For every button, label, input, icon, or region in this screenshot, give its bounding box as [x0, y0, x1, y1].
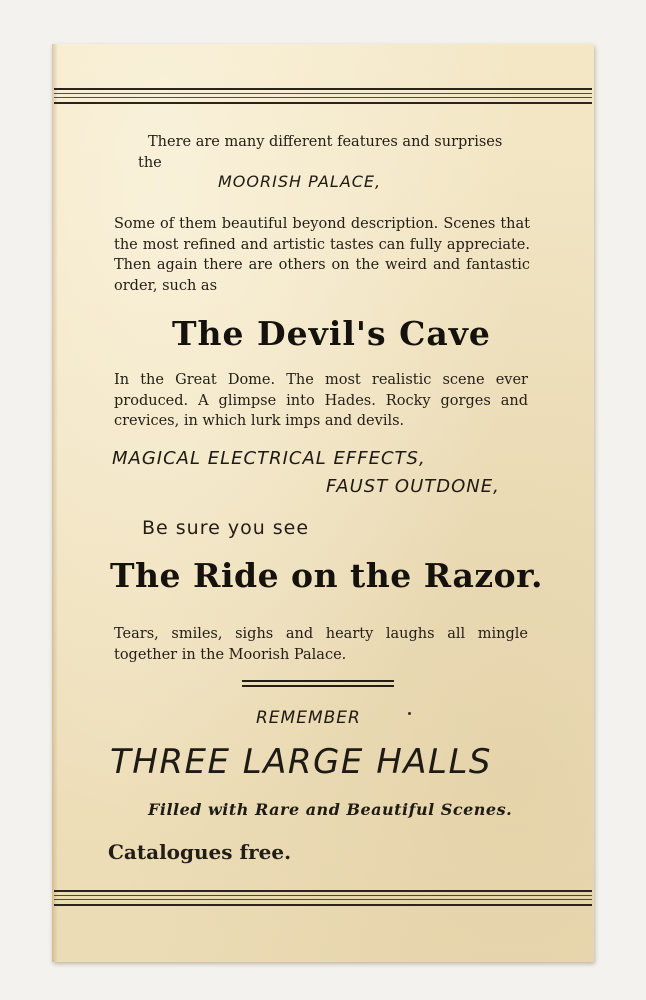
- ink-fleck: [408, 712, 411, 715]
- filled-with-scenes-line: Filled with Rare and Beautiful Scenes.: [148, 800, 513, 819]
- magical-effects-line: MAGICAL ELECTRICAL EFFECTS,: [112, 448, 426, 469]
- faust-outdone-line: FAUST OUTDONE,: [326, 476, 500, 497]
- moorish-palace-heading: MOORISH PALACE,: [218, 172, 382, 191]
- top-decorative-rule: [54, 88, 592, 106]
- bottom-decorative-rule: [54, 890, 592, 908]
- razor-lead: Be sure you see: [142, 517, 310, 539]
- intro-paragraph: Some of them beautiful beyond description. Scenes that the most refined and artistic tastes can fully appreciate. Then again there are others on the weird and fantastic order, such as: [114, 216, 530, 294]
- handbill-page: [52, 44, 594, 962]
- paper-edge: [52, 44, 58, 962]
- section-divider: [242, 680, 394, 688]
- intro-line-2: the: [138, 155, 162, 171]
- catalogues-free: Catalogues free.: [108, 840, 292, 864]
- three-large-halls-heading: THREE LARGE HALLS: [110, 742, 492, 782]
- intro-line: There are many different features and surprises: [148, 134, 503, 150]
- devils-cave-paragraph: In the Great Dome. The most realistic scene ever produced. A glimpse into Hades. Rocky gorges and crevices, in which lurk imps and devils.: [114, 372, 528, 429]
- razor-title: The Ride on the Razor.: [110, 556, 543, 595]
- devils-cave-title: The Devil's Cave: [172, 314, 491, 353]
- razor-paragraph: Tears, smiles, sighs and hearty laughs all mingle together in the Moorish Palace.: [114, 626, 528, 663]
- remember-heading: REMEMBER: [256, 708, 361, 728]
